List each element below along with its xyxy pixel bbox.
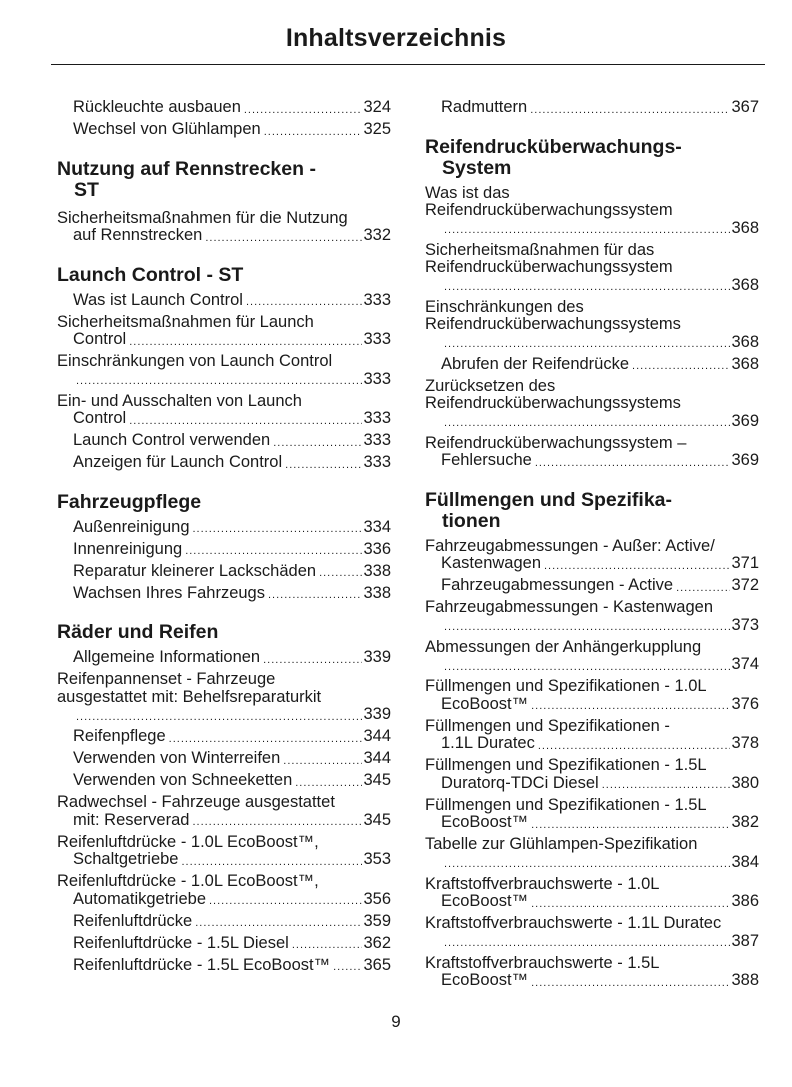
- section-heading: Reifendrucküberwachungs- System: [425, 135, 682, 179]
- toc-entry[interactable]: Zurücksetzen des Reifendrucküberwachungssystems ..... 369: [425, 378, 759, 431]
- toc-entry[interactable]: Füllmengen und Spezifikationen - 1.5L EcoBoost™ ..... 382: [425, 797, 759, 832]
- toc-entry[interactable]: Füllmengen und Spezifikationen - 1.5L Duratorq-TDCi Diesel ..... 380: [425, 757, 759, 792]
- toc-entry[interactable]: Innenreinigung ..... 336: [57, 541, 391, 559]
- page-ref: 368: [731, 332, 759, 351]
- toc-entry[interactable]: Füllmengen und Spezifikationen - 1.0L EcoBoost™ ..... 376: [425, 678, 759, 713]
- section-heading: Nutzung auf Rennstrecken - ST: [57, 157, 316, 201]
- page-ref: 380: [731, 773, 759, 792]
- toc-entry[interactable]: Außenreinigung ..... 334: [57, 519, 391, 537]
- page-ref: 368: [731, 218, 759, 237]
- page-number: 9: [391, 1012, 401, 1031]
- title-divider: [51, 64, 765, 65]
- toc-entry[interactable]: Reifenpannenset - Fahrzeuge ausgestattet mit: Behelfsreparaturkit ..... 339: [57, 671, 391, 724]
- toc-entry[interactable]: Wechsel von Glühlampen ..... 325: [57, 121, 391, 139]
- toc-entry[interactable]: Anzeigen für Launch Control ..... 333: [57, 454, 391, 472]
- page-ref: 376: [731, 694, 759, 713]
- section-heading: Füllmengen und Spezifika- tionen: [425, 488, 673, 532]
- page-ref: 339: [363, 705, 391, 723]
- toc-entry[interactable]: Sicherheitsmaßnahmen für das Reifendrucküberwachungssystem ..... 368: [425, 242, 759, 295]
- page-ref: 338: [363, 583, 391, 602]
- page-ref: 378: [731, 734, 759, 752]
- toc-entry[interactable]: Abrufen der Reifendrücke ..... 368: [425, 356, 759, 374]
- page-ref: 368: [731, 354, 759, 373]
- page-ref: 359: [363, 911, 391, 930]
- toc-entry[interactable]: Was ist das Reifendrucküberwachungssystem ..... 368: [425, 185, 759, 238]
- toc-entry[interactable]: Abmessungen der Anhängerkupplung ..... 374: [425, 639, 759, 674]
- section-heading: Launch Control - ST: [57, 263, 244, 286]
- toc-entry[interactable]: Reifenluftdrücke ..... 359: [57, 913, 391, 931]
- page-ref: 333: [363, 330, 391, 348]
- toc-entry[interactable]: Sicherheitsmaßnahmen für die Nutzung auf Rennstrecken ..... 332: [57, 210, 391, 245]
- toc-entry[interactable]: Tabelle zur Glühlampen-Spezifikation ..... 384: [425, 836, 759, 871]
- toc-entry[interactable]: Sicherheitsmaßnahmen für Launch Control ..... 333: [57, 314, 391, 349]
- toc-column-right: [425, 99, 759, 994]
- toc-entry[interactable]: Füllmengen und Spezifikationen - 1.1L Duratec ..... 378: [425, 718, 759, 753]
- page-ref: 333: [363, 369, 391, 388]
- toc-entry[interactable]: Einschränkungen des Reifendrucküberwachungssystems ..... 368: [425, 299, 759, 352]
- section-heading: Räder und Reifen: [57, 621, 219, 643]
- page-ref: 372: [731, 576, 759, 594]
- page-ref: 386: [731, 892, 759, 910]
- page-ref: 332: [363, 226, 391, 244]
- page-ref: 369: [731, 411, 759, 430]
- toc-entry[interactable]: Radmuttern ..... 367: [425, 99, 759, 117]
- page-ref: 333: [363, 431, 391, 449]
- page-ref: 369: [731, 451, 759, 469]
- toc-entry[interactable]: Allgemeine Informationen ..... 339: [57, 649, 391, 667]
- page-ref: 388: [731, 971, 759, 989]
- page-ref: 339: [363, 648, 391, 666]
- page-title: Inhaltsverzeichnis: [285, 24, 507, 52]
- section-heading: Fahrzeugpflege: [57, 490, 202, 513]
- toc-entry[interactable]: Reifenpflege ..... 344: [57, 728, 391, 746]
- page-ref: 344: [363, 749, 391, 767]
- toc-entry[interactable]: Fahrzeugabmessungen - Kastenwagen ..... 373: [425, 599, 759, 634]
- toc-entry[interactable]: Fahrzeugabmessungen - Active ..... 372: [425, 577, 759, 595]
- toc-entry[interactable]: Kraftstoffverbrauchswerte - 1.1L Duratec ..... 387: [425, 915, 759, 950]
- toc-entry[interactable]: Kraftstoffverbrauchswerte - 1.0L EcoBoost™ ..... 386: [425, 876, 759, 911]
- toc-entry[interactable]: Radwechsel - Fahrzeuge ausgestattet mit: Reserverad ..... 345: [57, 794, 391, 829]
- toc-entry[interactable]: Verwenden von Schneeketten ..... 345: [57, 772, 391, 790]
- toc-entry[interactable]: Reifenluftdrücke - 1.5L Diesel ..... 362: [57, 935, 391, 953]
- page-ref: 368: [731, 275, 759, 294]
- toc-entry[interactable]: Ein- und Ausschalten von Launch Control ..... 333: [57, 393, 391, 428]
- page-ref: 325: [363, 120, 391, 138]
- toc-entry[interactable]: Rückleuchte ausbauen ..... 324: [57, 99, 391, 117]
- page-ref: 353: [363, 850, 391, 868]
- toc-entry[interactable]: Wachsen Ihres Fahrzeugs ..... 338: [57, 585, 391, 603]
- page-ref: 387: [731, 931, 759, 950]
- page-ref: 374: [731, 655, 759, 673]
- page-ref: 344: [363, 727, 391, 745]
- page-ref: 362: [363, 933, 391, 952]
- toc-entry[interactable]: Kraftstoffverbrauchswerte - 1.5L EcoBoost™ ..... 388: [425, 955, 759, 990]
- toc-entry[interactable]: Einschränkungen von Launch Control ..... 333: [57, 353, 391, 388]
- page-ref: 338: [363, 561, 391, 580]
- toc-entry[interactable]: Reifenluftdrücke - 1.0L EcoBoost™, Schaltgetriebe ..... 353: [57, 834, 391, 869]
- page-ref: 324: [363, 98, 391, 116]
- toc-entry[interactable]: Was ist Launch Control ..... 333: [57, 292, 391, 310]
- page-ref: 384: [731, 852, 759, 871]
- page-ref: 356: [363, 889, 391, 908]
- page-ref: 373: [731, 615, 759, 634]
- toc-entry[interactable]: Verwenden von Winterreifen ..... 344: [57, 750, 391, 768]
- page-ref: 333: [363, 453, 391, 471]
- toc-entry[interactable]: Fahrzeugabmessungen - Außer: Active/ Kastenwagen ..... 371: [425, 538, 759, 573]
- page-ref: 367: [731, 98, 759, 116]
- page-ref: 345: [363, 771, 391, 789]
- toc-column-left: [57, 99, 391, 979]
- toc-entry[interactable]: Reifenluftdrücke - 1.5L EcoBoost™ ..... 365: [57, 957, 391, 975]
- page-ref: 334: [363, 517, 391, 536]
- page-ref: 333: [363, 409, 391, 427]
- page-ref: 333: [363, 290, 391, 309]
- page-ref: 382: [731, 813, 759, 831]
- page-ref: 365: [363, 955, 391, 974]
- page-ref: 336: [363, 539, 391, 558]
- toc-entry[interactable]: Reifenluftdrücke - 1.0L EcoBoost™, Automatikgetriebe ..... 356: [57, 873, 391, 908]
- page-ref: 371: [731, 554, 759, 572]
- toc-entry[interactable]: Reparatur kleinerer Lackschäden ..... 338: [57, 563, 391, 581]
- toc-entry[interactable]: Reifendrucküberwachungssystem – Fehlersuche ..... 369: [425, 435, 759, 470]
- toc-entry[interactable]: Launch Control verwenden ..... 333: [57, 432, 391, 450]
- page-ref: 345: [363, 810, 391, 829]
